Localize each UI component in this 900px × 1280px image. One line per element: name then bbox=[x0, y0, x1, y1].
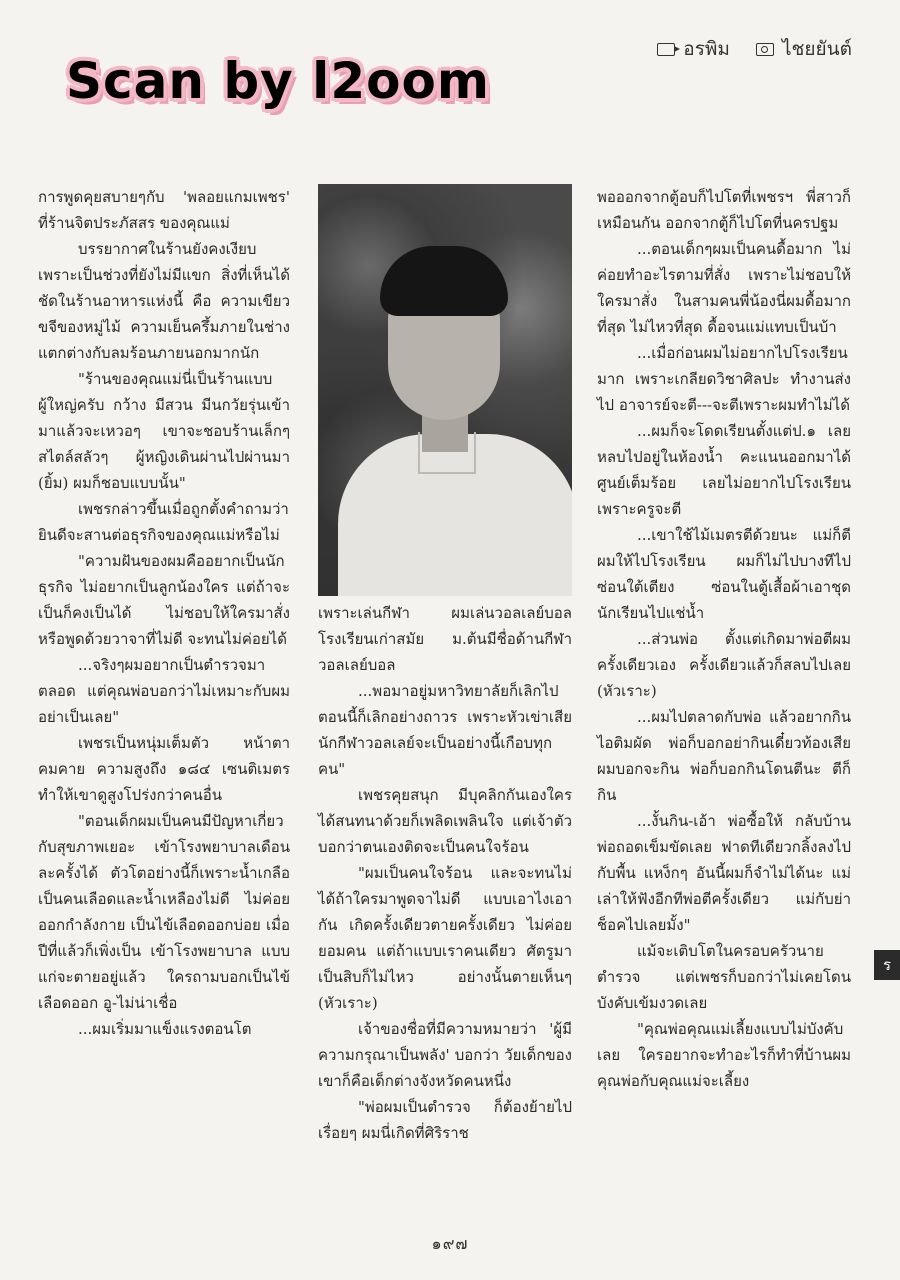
paragraph: ...ผมไปตลาดกับพ่อ แล้วอยากกินไอติมผัด พ่อก็บอกอย่ากินเดี๋ยวท้องเสีย ผมบอกจะกิน พ่อก็บอกกินโดนตีนะ ตีก็กิน bbox=[597, 708, 851, 804]
paragraph: แม้จะเติบโตในครอบครัวนายตำรวจ แต่เพชรก็บอกว่าไม่เคยโดนบังคับเข้มงวดเลย bbox=[597, 942, 851, 1012]
camera-icon bbox=[756, 43, 774, 56]
paragraph: บรรยากาศในร้านยังคงเงียบ เพราะเป็นช่วงที่ยังไม่มีแขก สิ่งที่เห็นได้ชัดในร้านอาหารแห่งนี้ คือ ความเขียวขจีของหมู่ไม้ ความเย็นครึ้มภายในช่างแตกต่างกับลมร้อนภายนอกมากนัก bbox=[38, 240, 290, 362]
photo-credit bbox=[657, 34, 852, 64]
paragraph: เจ้าของชื่อที่มีความหมายว่า 'ผู้มีความกรุณาเป็นพลัง' บอกว่า วัยเด็กของเขาก็คือเด็กต่างจังหวัดคนหนึ่ง bbox=[318, 1020, 572, 1090]
paragraph: ...ผมก็จะโดดเรียนตั้งแต่ป.๑ เลย หลบไปอยู่ในห้องน้ำ คะแนนออกมาได้ศูนย์เต็มร้อย เลยไม่อยากไปโรงเรียน เพราะครูจะตี bbox=[597, 422, 851, 518]
paragraph: ...เขาใช้ไม้เมตรตีด้วยนะ แม่ก็ตีผมให้ไปโรงเรียน ผมก็ไม่ไปบางทีไปซ่อนใต้เตียง ซ่อนในตู้เสื้อผ้าเอาชุดนักเรียนไปแช่น้ำ bbox=[597, 526, 851, 622]
paragraph: "ร้านของคุณแม่นี่เป็นร้านแบบผู้ใหญ่ครับ กว้าง มีสวน มีนกวัยรุ่นเข้ามาแล้วจะเหวอๆ เขาจะชอบร้านเล็กๆ สไตล์สลัวๆ ผู้หญิงเดินผ่านไปผ่านมา (ยิ้ม) ผมก็ชอบแบบนั้น" bbox=[38, 370, 290, 492]
section-tab: ร bbox=[874, 950, 900, 980]
paragraph: เพชรคุยสนุก มีบุคลิกกันเองใครได้สนทนาด้วยก็เพลิดเพลินใจ แต่เจ้าตัวบอกว่าตนเองติดจะเป็นคนใจร้อน bbox=[318, 786, 572, 856]
paragraph: ...พอมาอยู่มหาวิทยาลัยก็เลิกไป ตอนนี้ก็เลิกอย่างถาวร เพราะหัวเข่าเสีย นักกีฬาวอลเลย์จะเป็นอย่างนี้เกือบทุกคน" bbox=[318, 682, 572, 778]
paragraph: เพชรกล่าวขึ้นเมื่อถูกตั้งคำถามว่ายินดีจะสานต่อธุรกิจของคุณแม่หรือไม่ bbox=[38, 500, 289, 544]
article-column-1 bbox=[38, 184, 290, 1042]
paragraph: ...ผมเริ่มมาแข็งแรงตอนโต bbox=[78, 1020, 252, 1038]
paragraph: "ความฝันของผมคืออยากเป็นนักธุรกิจ ไม่อยากเป็นลูกน้องใคร แต่ถ้าจะเป็นก็คงเป็นได้ ไม่ชอบให้ใครมาสั่ง หรือพูดด้วยวาจาที่ไม่ดี จะทนไม่ค่อยได้ bbox=[38, 552, 290, 648]
paragraph: "ตอนเด็กผมเป็นคนมีปัญหาเกี่ยวกับสุขภาพเยอะ เข้าโรงพยาบาลเดือนละครั้งได้ ตัวโตอย่างนี้ก็เพราะน้ำเกลือ เป็นคนเลือดและน้ำเหลืองไม่ดี ไม่ค่อยออกกำลังกาย เป็นไข้เลือดออกบ่อย เมื่อปีที่แล้วก็เพิ่งเป็น เข้าโรงพยาบาล แบบแก่จะตายอยู่แล้ว ใครถามบอกเป็นไข้เลือดออก อู-ไม่น่าเชื่อ bbox=[38, 812, 290, 1012]
paragraph: ...จริงๆผมอยากเป็นตำรวจมาตลอด แต่คุณพ่อบอกว่าไม่เหมาะกับผม อย่าเป็นเลย" bbox=[38, 656, 290, 726]
photographer-name: ไชยยันต์ bbox=[781, 38, 852, 60]
paragraph: ...ตอนเด็กๆผมเป็นคนดื้อมาก ไม่ค่อยทำอะไรตามที่สั่ง เพราะไม่ชอบให้ใครมาสั่ง ในสามคนพี่น้องนี่ผมดื้อมากที่สุด ไม่ไหวที่สุด ดื้อจนแม่แทบเป็นบ้า bbox=[597, 240, 851, 336]
pen-icon bbox=[657, 43, 675, 56]
paragraph: ...ส่วนพ่อ ตั้งแต่เกิดมาพ่อตีผมครั้งเดียวเอง ครั้งเดียวแล้วก็สลบไปเลย (หัวเราะ) bbox=[597, 630, 851, 700]
paragraph: "ผมเป็นคนใจร้อน และจะทนไม่ได้ถ้าใครมาพูดจาไม่ดี แบบเอาไงเอากัน เกิดครั้งเดียวตายครั้งเดียว ไม่ค่อยยอมคน แต่ถ้าแบบเราคนเดียว ศัตรูมาเป็นสิบก็ไม่ไหว อย่างนั้นตายเห็นๆ (หัวเราะ) bbox=[318, 864, 572, 1012]
paragraph: ...งั้นกิน-เอ้า พ่อซื้อให้ กลับบ้านพ่อถอดเข็มขัดเลย ฟาดทีเดียวกลิ้งลงไปกับพื้น แหง็กๆ อันนี้ผมก็จำไม่ได้นะ แม่เล่าให้ฟังอีกทีพ่อตีครั้งเดียว แม่กับย่าช็อคไปเลยมั้ง" bbox=[597, 812, 851, 934]
scan-watermark: Scan by l2oom bbox=[66, 52, 490, 110]
paragraph: "คุณพ่อคุณแม่เลี้ยงแบบไม่บังคับเลย ใครอยากจะทำอะไรก็ทำที่บ้านผมคุณพ่อกับคุณแม่จะเลี้ยง bbox=[597, 1020, 851, 1090]
paragraph: เพชรเป็นหนุ่มเต็มตัว หน้าตาคมคาย ความสูงถึง ๑๘๔ เซนติเมตร ทำให้เขาดูสูงโปร่งกว่าคนอื่น bbox=[38, 734, 290, 804]
paragraph: เพราะเล่นกีฬา ผมเล่นวอลเลย์บอลโรงเรียนเก่าสมัย ม.ต้นมีชื่อด้านกีฬาวอลเลย์บอล bbox=[318, 604, 572, 674]
portrait-photo bbox=[318, 184, 572, 596]
page-number: ๑๙๗ bbox=[431, 1234, 469, 1253]
paragraph: การพูดคุยสบายๆกับ 'พลอยแกมเพชร' ที่ร้านจิตประภัสสร ของคุณแม่ bbox=[38, 188, 290, 232]
article-column-3 bbox=[597, 184, 851, 1094]
paragraph: พอออกจากตู้อบก็ไปโตที่เพชรฯ พี่สาวก็เหมือนกัน ออกจากตู้ก็ไปโตที่นครปฐม bbox=[597, 188, 851, 232]
paragraph: "พ่อผมเป็นตำรวจ ก็ต้องย้ายไปเรื่อยๆ ผมนี่เกิดที่ศิริราช bbox=[318, 1098, 572, 1142]
article-column-2 bbox=[318, 600, 572, 1146]
writer-name: อรพิม bbox=[683, 38, 730, 60]
paragraph: ...เมื่อก่อนผมไม่อยากไปโรงเรียนมาก เพราะเกลียดวิชาศิลปะ ทำงานส่งไป อาจารย์จะตี---จะตีเพราะผมทำไม่ได้ bbox=[597, 344, 851, 414]
